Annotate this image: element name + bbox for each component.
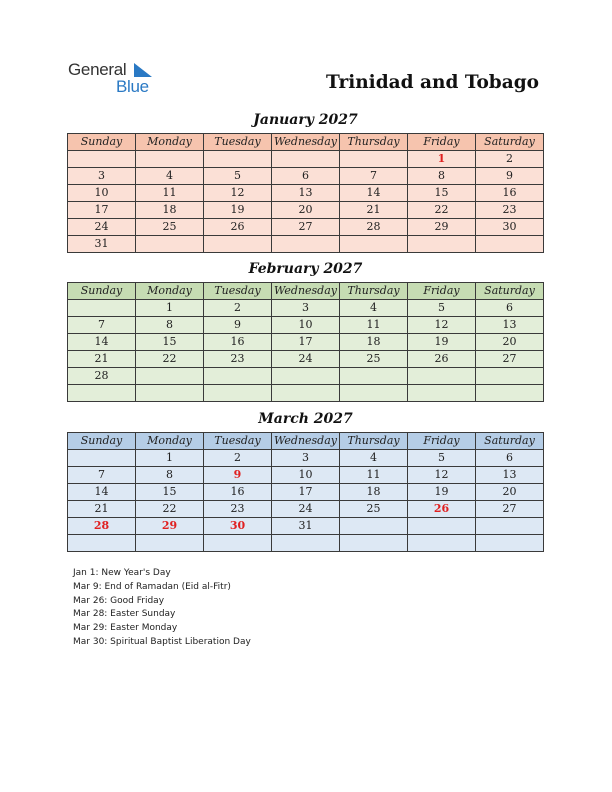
empty-day-cell [204, 535, 272, 552]
weekday-header: Friday [408, 283, 476, 300]
calendar-march [67, 432, 544, 552]
day-cell: 16 [476, 185, 544, 202]
day-cell: 27 [476, 351, 544, 368]
logo-text-general: General [68, 60, 127, 79]
day-cell: 14 [340, 185, 408, 202]
day-cell: 15 [136, 334, 204, 351]
holiday-item: Mar 26: Good Friday [73, 595, 165, 606]
day-cell: 20 [476, 484, 544, 501]
weekday-header: Thursday [340, 283, 408, 300]
empty-day-cell [272, 368, 340, 385]
day-cell: 28 [68, 518, 136, 535]
day-cell: 2 [476, 151, 544, 168]
calendar-january [67, 133, 544, 253]
day-cell: 7 [68, 467, 136, 484]
day-cell: 26 [204, 219, 272, 236]
day-cell: 17 [272, 484, 340, 501]
day-cell: 11 [136, 185, 204, 202]
day-cell: 5 [204, 168, 272, 185]
empty-day-cell [408, 535, 476, 552]
week-row [68, 219, 544, 236]
day-cell: 12 [408, 467, 476, 484]
week-row [68, 501, 544, 518]
week-row [68, 368, 544, 385]
holiday-item: Mar 28: Easter Sunday [73, 609, 176, 620]
empty-day-cell [136, 368, 204, 385]
day-cell: 3 [68, 168, 136, 185]
day-cell: 21 [340, 202, 408, 219]
day-cell: 13 [476, 467, 544, 484]
day-cell: 4 [340, 300, 408, 317]
holiday-item: Mar 29: Easter Monday [73, 623, 178, 634]
day-cell: 13 [272, 185, 340, 202]
day-cell: 31 [68, 236, 136, 253]
holiday-list [73, 567, 251, 650]
day-cell: 15 [408, 185, 476, 202]
weekday-header: Tuesday [204, 283, 272, 300]
day-cell: 19 [204, 202, 272, 219]
day-cell: 28 [68, 368, 136, 385]
day-cell: 17 [68, 202, 136, 219]
day-cell: 22 [136, 351, 204, 368]
week-row [68, 518, 544, 535]
weekday-header: Saturday [476, 433, 544, 450]
empty-day-cell [136, 535, 204, 552]
weekday-header: Saturday [476, 283, 544, 300]
day-cell: 4 [136, 168, 204, 185]
day-cell: 11 [340, 467, 408, 484]
month-title-january: January 2027 [253, 112, 358, 128]
empty-day-cell [340, 151, 408, 168]
day-cell: 18 [340, 334, 408, 351]
day-cell: 16 [204, 484, 272, 501]
day-cell: 23 [476, 202, 544, 219]
empty-day-cell [204, 151, 272, 168]
day-cell: 3 [272, 450, 340, 467]
day-cell: 1 [136, 450, 204, 467]
logo [68, 60, 168, 96]
empty-day-cell [68, 535, 136, 552]
day-cell: 19 [408, 484, 476, 501]
day-cell: 28 [340, 219, 408, 236]
weekday-header: Sunday [68, 283, 136, 300]
day-cell: 9 [476, 168, 544, 185]
day-cell: 14 [68, 334, 136, 351]
weekday-header: Thursday [340, 433, 408, 450]
logo-text-blue: Blue [116, 77, 149, 96]
day-cell: 11 [340, 317, 408, 334]
day-cell: 9 [204, 317, 272, 334]
day-cell: 21 [68, 351, 136, 368]
week-row [68, 202, 544, 219]
empty-day-cell [68, 450, 136, 467]
day-cell: 22 [408, 202, 476, 219]
week-row [68, 168, 544, 185]
day-cell: 20 [272, 202, 340, 219]
day-cell: 24 [68, 219, 136, 236]
weekday-header: Monday [136, 433, 204, 450]
day-cell: 23 [204, 351, 272, 368]
day-cell: 30 [204, 518, 272, 535]
day-cell: 8 [408, 168, 476, 185]
weekday-header: Sunday [68, 134, 136, 151]
day-cell: 4 [340, 450, 408, 467]
day-cell: 27 [272, 219, 340, 236]
day-cell: 24 [272, 501, 340, 518]
week-row [68, 317, 544, 334]
day-cell: 27 [476, 501, 544, 518]
day-cell: 5 [408, 300, 476, 317]
day-cell: 7 [68, 317, 136, 334]
weekday-header: Wednesday [272, 433, 340, 450]
day-cell: 15 [136, 484, 204, 501]
day-cell: 1 [136, 300, 204, 317]
weekday-header-row [68, 433, 544, 450]
week-row [68, 185, 544, 202]
month-title-february: February 2027 [248, 261, 363, 277]
holiday-item: Mar 30: Spiritual Baptist Liberation Day [73, 636, 251, 647]
empty-day-cell [476, 236, 544, 253]
weekday-header: Monday [136, 134, 204, 151]
day-cell: 25 [136, 219, 204, 236]
empty-day-cell [68, 385, 136, 402]
day-cell: 20 [476, 334, 544, 351]
week-row [68, 351, 544, 368]
empty-day-cell [204, 385, 272, 402]
empty-day-cell [136, 236, 204, 253]
empty-day-cell [408, 368, 476, 385]
weekday-header: Wednesday [272, 283, 340, 300]
day-cell: 2 [204, 300, 272, 317]
empty-day-cell [204, 368, 272, 385]
weekday-header: Monday [136, 283, 204, 300]
day-cell: 25 [340, 501, 408, 518]
empty-day-cell [340, 368, 408, 385]
empty-day-cell [476, 535, 544, 552]
week-row [68, 467, 544, 484]
holiday-item: Mar 9: End of Ramadan (Eid al-Fitr) [73, 581, 231, 592]
day-cell: 22 [136, 501, 204, 518]
month-title-march: March 2027 [258, 411, 353, 427]
empty-day-cell [68, 151, 136, 168]
empty-day-cell [272, 385, 340, 402]
empty-day-cell [272, 151, 340, 168]
calendar-february [67, 282, 544, 402]
week-row [68, 385, 544, 402]
day-cell: 31 [272, 518, 340, 535]
day-cell: 30 [476, 219, 544, 236]
empty-day-cell [136, 385, 204, 402]
day-cell: 23 [204, 501, 272, 518]
weekday-header-row [68, 134, 544, 151]
day-cell: 26 [408, 351, 476, 368]
week-row [68, 300, 544, 317]
empty-day-cell [476, 385, 544, 402]
holiday-item: Jan 1: New Year's Day [73, 568, 171, 578]
weekday-header: Tuesday [204, 134, 272, 151]
empty-day-cell [476, 368, 544, 385]
weekday-header: Thursday [340, 134, 408, 151]
day-cell: 18 [340, 484, 408, 501]
week-row [68, 535, 544, 552]
day-cell: 6 [476, 450, 544, 467]
day-cell: 10 [68, 185, 136, 202]
day-cell: 6 [272, 168, 340, 185]
day-cell: 10 [272, 317, 340, 334]
empty-day-cell [68, 300, 136, 317]
day-cell: 21 [68, 501, 136, 518]
day-cell: 1 [408, 151, 476, 168]
day-cell: 18 [136, 202, 204, 219]
empty-day-cell [340, 518, 408, 535]
day-cell: 14 [68, 484, 136, 501]
day-cell: 24 [272, 351, 340, 368]
day-cell: 26 [408, 501, 476, 518]
weekday-header: Sunday [68, 433, 136, 450]
weekday-header: Tuesday [204, 433, 272, 450]
empty-day-cell [340, 535, 408, 552]
empty-day-cell [136, 151, 204, 168]
day-cell: 29 [136, 518, 204, 535]
day-cell: 12 [204, 185, 272, 202]
day-cell: 8 [136, 467, 204, 484]
empty-day-cell [272, 535, 340, 552]
day-cell: 3 [272, 300, 340, 317]
week-row [68, 236, 544, 253]
week-row [68, 334, 544, 351]
empty-day-cell [408, 236, 476, 253]
empty-day-cell [340, 236, 408, 253]
day-cell: 19 [408, 334, 476, 351]
empty-day-cell [340, 385, 408, 402]
weekday-header: Saturday [476, 134, 544, 151]
day-cell: 25 [340, 351, 408, 368]
day-cell: 17 [272, 334, 340, 351]
week-row [68, 450, 544, 467]
country-title: Trinidad and Tobago [326, 72, 539, 93]
empty-day-cell [408, 385, 476, 402]
empty-day-cell [204, 236, 272, 253]
day-cell: 29 [408, 219, 476, 236]
day-cell: 13 [476, 317, 544, 334]
empty-day-cell [476, 518, 544, 535]
day-cell: 6 [476, 300, 544, 317]
weekday-header: Wednesday [272, 134, 340, 151]
day-cell: 12 [408, 317, 476, 334]
weekday-header: Friday [408, 433, 476, 450]
day-cell: 9 [204, 467, 272, 484]
weekday-header-row [68, 283, 544, 300]
empty-day-cell [408, 518, 476, 535]
week-row [68, 484, 544, 501]
day-cell: 7 [340, 168, 408, 185]
empty-day-cell [272, 236, 340, 253]
week-row [68, 151, 544, 168]
day-cell: 5 [408, 450, 476, 467]
weekday-header: Friday [408, 134, 476, 151]
day-cell: 16 [204, 334, 272, 351]
day-cell: 8 [136, 317, 204, 334]
day-cell: 10 [272, 467, 340, 484]
day-cell: 2 [204, 450, 272, 467]
